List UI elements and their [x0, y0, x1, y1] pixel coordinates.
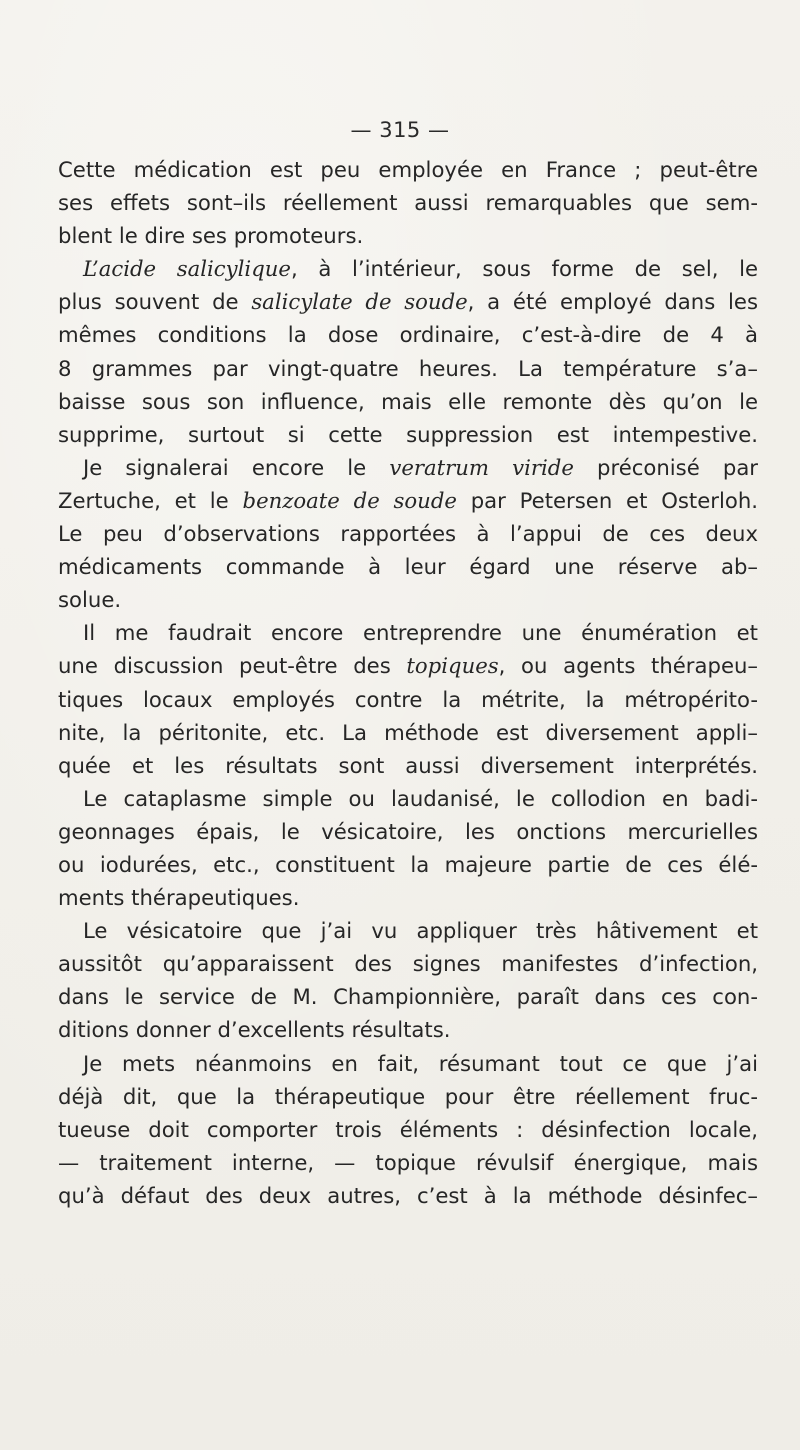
text-line: [58, 153, 758, 186]
text-segment: , a été employé dans les: [467, 289, 758, 315]
text-line: [58, 451, 758, 484]
text-segment: , ou agents thérapeu–: [498, 653, 758, 679]
text-line: [58, 318, 758, 351]
italic-term: benzoate de soude: [242, 487, 457, 513]
text-line: [58, 881, 758, 914]
text-line: [58, 782, 758, 815]
text-segment: Je signalerai encore le: [83, 454, 390, 480]
text-segment: par Petersen et Osterloh.: [456, 487, 758, 513]
text-segment: geonnages épais, le vésicatoire, les onctions mercurielles: [58, 818, 758, 844]
body-text: [58, 153, 758, 1212]
italic-term: veratrum viride: [389, 454, 574, 480]
text-line: [58, 418, 758, 451]
text-line: [58, 1146, 758, 1179]
text-segment: plus souvent de: [58, 289, 252, 315]
text-segment: blent le dire ses promoteurs.: [58, 223, 364, 249]
text-segment: aussitôt qu’apparaissent des signes manifestes d’infection,: [58, 951, 758, 977]
text-line: [58, 947, 758, 980]
page-number: — 315 —: [350, 118, 450, 142]
text-segment: Le cataplasme simple ou laudanisé, le collodion en badi-: [83, 785, 758, 811]
text-segment: baisse sous son influence, mais elle remonte dès qu’on le: [58, 388, 758, 414]
text-segment: ments thérapeutiques.: [58, 885, 300, 911]
text-segment: supprime, surtout si cette suppression est intempestive.: [58, 421, 758, 447]
text-segment: Le vésicatoire que j’ai vu appliquer très hâtivement et: [83, 918, 758, 944]
text-segment: nite, la péritonite, etc. La méthode est diversement appli–: [58, 719, 758, 745]
text-segment: Le peu d’observations rapportées à l’appui de ces deux: [58, 521, 758, 547]
text-segment: préconisé par: [573, 454, 758, 480]
text-line: [58, 980, 758, 1013]
text-line: [58, 352, 758, 385]
text-segment: qu’à défaut des deux autres, c’est à la méthode désinfec–: [58, 1182, 758, 1208]
text-line: [58, 285, 758, 318]
text-line: [58, 186, 758, 219]
text-line: [58, 1179, 758, 1212]
text-segment: dans le service de M. Championnière, paraît dans ces con-: [58, 984, 758, 1010]
text-segment: Il me faudrait encore entreprendre une énumération et: [83, 620, 758, 646]
text-line: [58, 649, 758, 682]
text-segment: ses effets sont–ils réellement aussi remarquables que sem-: [58, 190, 758, 216]
text-line: [58, 484, 758, 517]
text-line: [58, 716, 758, 749]
text-segment: une discussion peut-être des: [58, 653, 407, 679]
text-line: [58, 1013, 758, 1046]
text-line: [58, 1080, 758, 1113]
italic-term: topiques: [406, 653, 499, 679]
text-segment: 8 grammes par vingt-quatre heures. La température s’a–: [58, 355, 758, 381]
text-segment: Cette médication est peu employée en France ; peut-être: [58, 157, 758, 182]
text-segment: , à l’intérieur, sous forme de sel, le: [290, 256, 758, 282]
text-line: [58, 749, 758, 782]
text-line: [58, 583, 758, 616]
text-line: [58, 219, 758, 252]
text-segment: déjà dit, que la thérapeutique pour être réellement fruc-: [58, 1083, 758, 1109]
italic-term: salicylate de soude: [251, 289, 468, 315]
text-line: [58, 616, 758, 649]
text-segment: Zertuche, et le: [58, 487, 243, 513]
text-segment: tueuse doit comporter trois éléments : désinfection locale,: [58, 1116, 758, 1142]
text-line: [58, 550, 758, 583]
text-line: [58, 252, 758, 285]
text-line: [58, 683, 758, 716]
text-line: [58, 1047, 758, 1080]
text-line: [58, 914, 758, 947]
text-segment: mêmes conditions la dose ordinaire, c’est-à-dire de 4 à: [58, 322, 758, 348]
text-segment: — traitement interne, — topique révulsif énergique, mais: [58, 1149, 758, 1175]
text-segment: ditions donner d’excellents résultats.: [58, 1017, 451, 1043]
text-line: [58, 815, 758, 848]
text-line: [58, 1113, 758, 1146]
text-line: [58, 848, 758, 881]
text-line: [58, 385, 758, 418]
text-segment: solue.: [58, 587, 122, 613]
text-line: [58, 517, 758, 550]
text-segment: Je mets néanmoins en fait, résumant tout ce que j’ai: [83, 1050, 758, 1076]
text-segment: quée et les résultats sont aussi diversement interprétés.: [58, 752, 758, 778]
text-segment: médicaments commande à leur égard une réserve ab–: [58, 554, 758, 580]
text-segment: tiques locaux employés contre la métrite, la métropérito-: [58, 686, 758, 712]
italic-term: L’acide salicylique: [83, 256, 291, 282]
text-segment: ou iodurées, etc., constituent la majeure partie de ces élé-: [58, 851, 758, 877]
